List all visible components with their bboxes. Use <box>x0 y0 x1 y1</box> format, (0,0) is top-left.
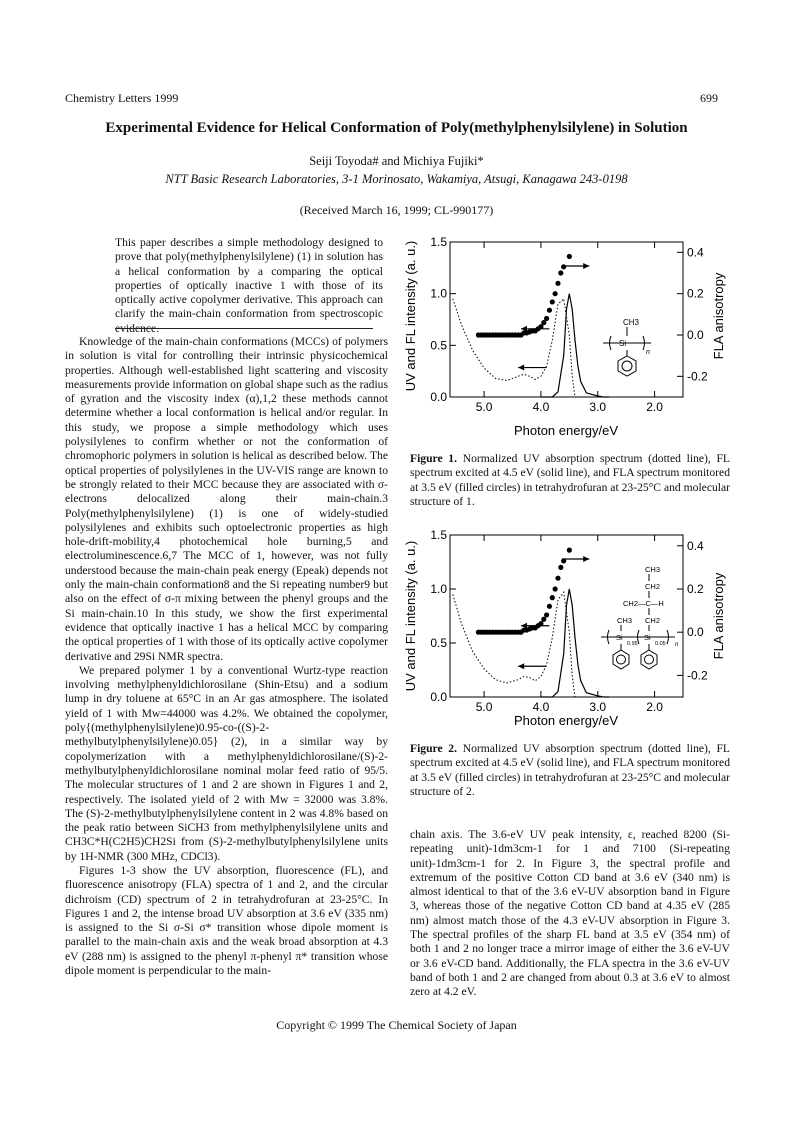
fig2-si-b: Si <box>644 633 651 642</box>
fig1-y2tick-label: -0.2 <box>687 369 708 384</box>
fig2-xlabel: Photon energy/eV <box>513 713 619 728</box>
fig2-ch2-b: CH2 <box>645 616 661 625</box>
figure-1-caption <box>410 452 730 509</box>
fig2-y2tick-label: 0.0 <box>687 625 704 640</box>
fig1-fla-point <box>553 291 558 296</box>
fig2-fla-point <box>544 612 549 617</box>
fig1-y2tick-label: 0.0 <box>687 328 704 342</box>
figure-1-chart <box>405 228 735 443</box>
fig1-y2tick-label: 0.2 <box>687 286 704 301</box>
fig1-ch3-label: CH3 <box>623 318 640 327</box>
fig2-xtick-label: 2.0 <box>646 700 663 714</box>
fig2-ytick-label: 0.5 <box>430 636 447 650</box>
fig2-n: n <box>675 642 679 648</box>
fig2-ch3-top: CH3 <box>645 565 661 574</box>
fig2-ch2-a: CH2 <box>645 582 661 591</box>
fig1-fla-point <box>544 316 549 321</box>
fig2-caption-text: Normalized UV absorption spectrum (dotted line), FL spectrum excited at 4.5 eV (solid line), and FLA spectrum monitored at 3.5 eV (filled circles) in tetrahydrofuran at 23-25°C and molecular structure of 2. <box>410 742 730 798</box>
fig2-ch3-bottom: CH3 <box>617 616 633 625</box>
fig1-y2tick-label: 0.4 <box>687 245 704 260</box>
body-left-column <box>65 335 388 978</box>
fig1-structure <box>603 318 651 376</box>
paper-title: Experimental Evidence for Helical Conformation of Poly(methylphenylsilylene) in Solution <box>105 120 688 136</box>
figure-2-chart <box>405 525 735 740</box>
fig1-si-label: Si <box>619 339 627 348</box>
fig2-fla-point <box>541 617 546 622</box>
fig1-ytick-label: 0.5 <box>430 338 447 353</box>
paragraph-3: Figures 1-3 show the UV absorption, fluorescence (FL), and fluorescence anisotropy (FLA) spectra of 1 and 2, and the circular dichroism (CD) spectrum of 2 in tetrahydrofuran at 23-25°C. In Figures 1 and 2, the intense broad UV absorption at 3.6 eV (335 nm) is assigned to the Si σ-Si σ* transition whose dipole moment is parallel to the main-chain axis and the weak broad absorption at 4.3 eV (288 nm) is assigned to the phenyl π-phenyl π* transition whose dipole moment is perpendicular to the main- <box>65 863 388 978</box>
copyright-footer: Copyright © 1999 The Chemical Society of Japan <box>276 1018 517 1032</box>
paragraph-right: chain axis. The 3.6-eV UV peak intensity, ε, reached 8200 (Si-repeating unit)-1dm3cm-1 for 1 and 7100 (Si-repeating unit)-1dm3cm-1 for 2. In Figure 3, the spectral profile and extremum of the positive Cotton CD band at 3.6 eV (340 nm) is almost identical to that of the 3.6 eV-UV absorption band in Figure 3, whereas those of the negative Cotton CD band at 4.35 eV (285 nm) almost match those of the 4.3 eV-UV absorption in Figure 3. The spectral profiles of the sharp FL band at 3.5 eV (354 nm) of both 1 and 2 no longer trace a mirror image of either the 3.6 eV-UV or 3.6 eV-CD band. Additionally, the FLA spectra in the 3.6 eV-UV band of both 1 and 2 are changed from about 0.3 at 3.6 eV to almost zero at 4.2 eV. <box>410 828 730 999</box>
journal-name: Chemistry Letters 1999 <box>65 91 179 105</box>
fig2-sub-b: 0.05 <box>655 641 666 647</box>
fig2-xtick-label: 3.0 <box>589 700 607 714</box>
fig2-fla-point <box>553 586 558 591</box>
fig1-fla-point <box>555 281 560 286</box>
fig1-xtick-label: 2.0 <box>646 400 663 414</box>
fig2-y2tick-label: 0.4 <box>687 538 704 553</box>
fig1-uv-line <box>453 299 575 397</box>
abstract <box>65 236 388 336</box>
fig2-sub-a: 0.95 <box>627 641 638 647</box>
fig2-y2tick-label: -0.2 <box>687 668 708 683</box>
received-line: (Received March 16, 1999; CL-990177) <box>299 203 494 217</box>
fig2-fla-point <box>550 595 555 600</box>
fig2-caption-label: Figure 2. <box>410 742 458 755</box>
fig1-ytick-label: 1.5 <box>430 235 447 249</box>
fig1-arrow-fla-head <box>583 263 589 269</box>
fig2-xtick-label: 4.0 <box>532 700 550 714</box>
fig2-fla-point <box>555 576 560 581</box>
fig1-xlabel: Photon energy/eV <box>513 423 619 438</box>
fig1-xtick-label: 5.0 <box>475 400 493 414</box>
fig2-fla-point <box>547 604 552 609</box>
authors: Seiji Toyoda# and Michiya Fujiki* <box>309 154 484 168</box>
paragraph-1: Knowledge of the main-chain conformations (MCCs) of polymers in solution is vital for controlling their intrinsic physicochemical properties. Although well-established light scattering and viscosity measurements provide information on global shape such as the radius of gyration and the viscosity index (α),1,2 these methods cannot determine whether a local conformation is helical and/or regular. In this study, we propose a simple methodology which uses polysilylenes to confirm whether or not the conformation of chromophoric polymers in solution is helical as described below. The optical properties of polysilylenes in the UV-VIS range are known to be strongly related to their MCC because they are associated with σ-electrons delocalized along their main-chain.3 Poly(methylphenylsilylene) (1) is one of widely-studied polysilylenes and exhibits such optoelectronic properties as high hole-drift-mobility,4 photochemical hole burning,5 and electroluminescence.6,7 The MCC of 1, however, was not fully understood because the main-chain peak energy (Epeak) depends not only the main-chain conformation8 and the Si repeating number9 but also on the effect of σ-π mixing between the phenyl groups and the Si main-chain.10 In this study, we show the first experimental evidence that optically inactive 1 has a helical MCC by comparing the optical properties of 1 with those of its optically active copolymer derivative and 29Si NMR spectra. <box>65 335 388 663</box>
fig1-y2label: FLA anisotropy <box>711 272 726 360</box>
fig1-xtick-label: 3.0 <box>589 400 607 414</box>
fig2-y2tick-label: 0.2 <box>687 582 704 596</box>
fig1-fla-point <box>547 308 552 313</box>
fig2-ylabel: UV and FL intensity (a. u.) <box>403 540 418 692</box>
page-number: 699 <box>700 91 718 105</box>
fig2-fla-point <box>567 548 572 553</box>
fig1-plot-area <box>430 235 708 414</box>
fig1-xtick-label: 4.0 <box>532 400 550 414</box>
fig2-ch-star: CH2—C—H <box>623 599 664 608</box>
abstract-rule <box>115 328 373 329</box>
fig1-arrow-fl-head <box>518 365 524 371</box>
fig1-fla-point <box>561 264 566 269</box>
fig2-ytick-label: 0.0 <box>430 690 447 704</box>
fig2-fla-point <box>558 565 563 570</box>
body-right-column <box>410 828 730 1000</box>
fig1-fla-point <box>567 254 572 259</box>
fig1-caption-label: Figure 1. <box>410 452 458 465</box>
fig2-ytick-label: 1.5 <box>430 528 447 542</box>
fig2-arrow-fl-head <box>518 663 524 669</box>
fig2-structure <box>601 565 679 669</box>
fig1-caption-text: Normalized UV absorption spectrum (dotted line), FL spectrum excited at 4.5 eV (solid line), and FLA spectrum monitored at 3.5 eV (filled circles) in tetrahydrofuran at 23-25°C and molecular structure of 1. <box>410 452 730 508</box>
fig1-ytick-label: 1.0 <box>430 286 447 301</box>
figure-2-caption <box>410 742 730 799</box>
fig1-fla-point <box>558 270 563 275</box>
fig2-plot-area <box>430 528 708 714</box>
fig1-n-label: n <box>646 349 650 356</box>
fig1-frame <box>450 242 683 397</box>
fig2-xtick-label: 5.0 <box>475 700 493 714</box>
fig2-y2label: FLA anisotropy <box>711 572 726 660</box>
fig1-ytick-label: 0.0 <box>430 390 447 404</box>
fig2-uv-line <box>453 592 575 697</box>
fig2-si-a: Si <box>616 633 623 642</box>
fig1-fla-point <box>550 299 555 304</box>
fig2-arrow-fla-head <box>583 556 589 562</box>
fig1-ylabel: UV and FL intensity (a. u.) <box>403 240 418 392</box>
paragraph-2: We prepared polymer 1 by a conventional Wurtz-type reaction involving methylphenyldichlorosilane (Shin-Etsu) and a sodium lump in dry toluene at 65°C in an Ar gas atmosphere. The isolated yield of 1 with Mw=44000 was 4.2%. We obtained the copolymer, poly{(methylphenylsilylene)0.95-co-((S)-2-methylbutylphenylsilylene)0.05} (2), in a similar way by copolymerization with a methylphenyldichlorosilane/(S)-2-methylbutylphenyldichlorosilane nominal molar feed ratio of 95/5. The molecular structures of 1 and 2 are shown in Figures 1 and 2, respectively. The isolated yield of 2 with Mw = 32000 was 3.8%. The (S)-2-methylbutylphenylsilylene content in 2 was 4.8% based on the peak ratio between SiCH3 from methylphenylsilylene units and CH3C*H(C2H5)CH2Si from (S)-2-methylbutylphenylsilylene units by 1H-NMR (300 MHz, CDCl3). <box>65 663 388 863</box>
abstract-text: This paper describes a simple methodology designed to prove that poly(methylphenylsilylene) (1) in solution has a helical conformation by a comparing the optical properties of optically inactive 1 with those of its optically active copolymer derivative. This approach can clarify the main-chain conformation from spectroscopic evidence. <box>115 236 383 335</box>
affiliation: NTT Basic Research Laboratories, 3-1 Morinosato, Wakamiya, Atsugi, Kanagawa 243-0198 <box>165 172 628 186</box>
fig2-ytick-label: 1.0 <box>430 582 447 596</box>
